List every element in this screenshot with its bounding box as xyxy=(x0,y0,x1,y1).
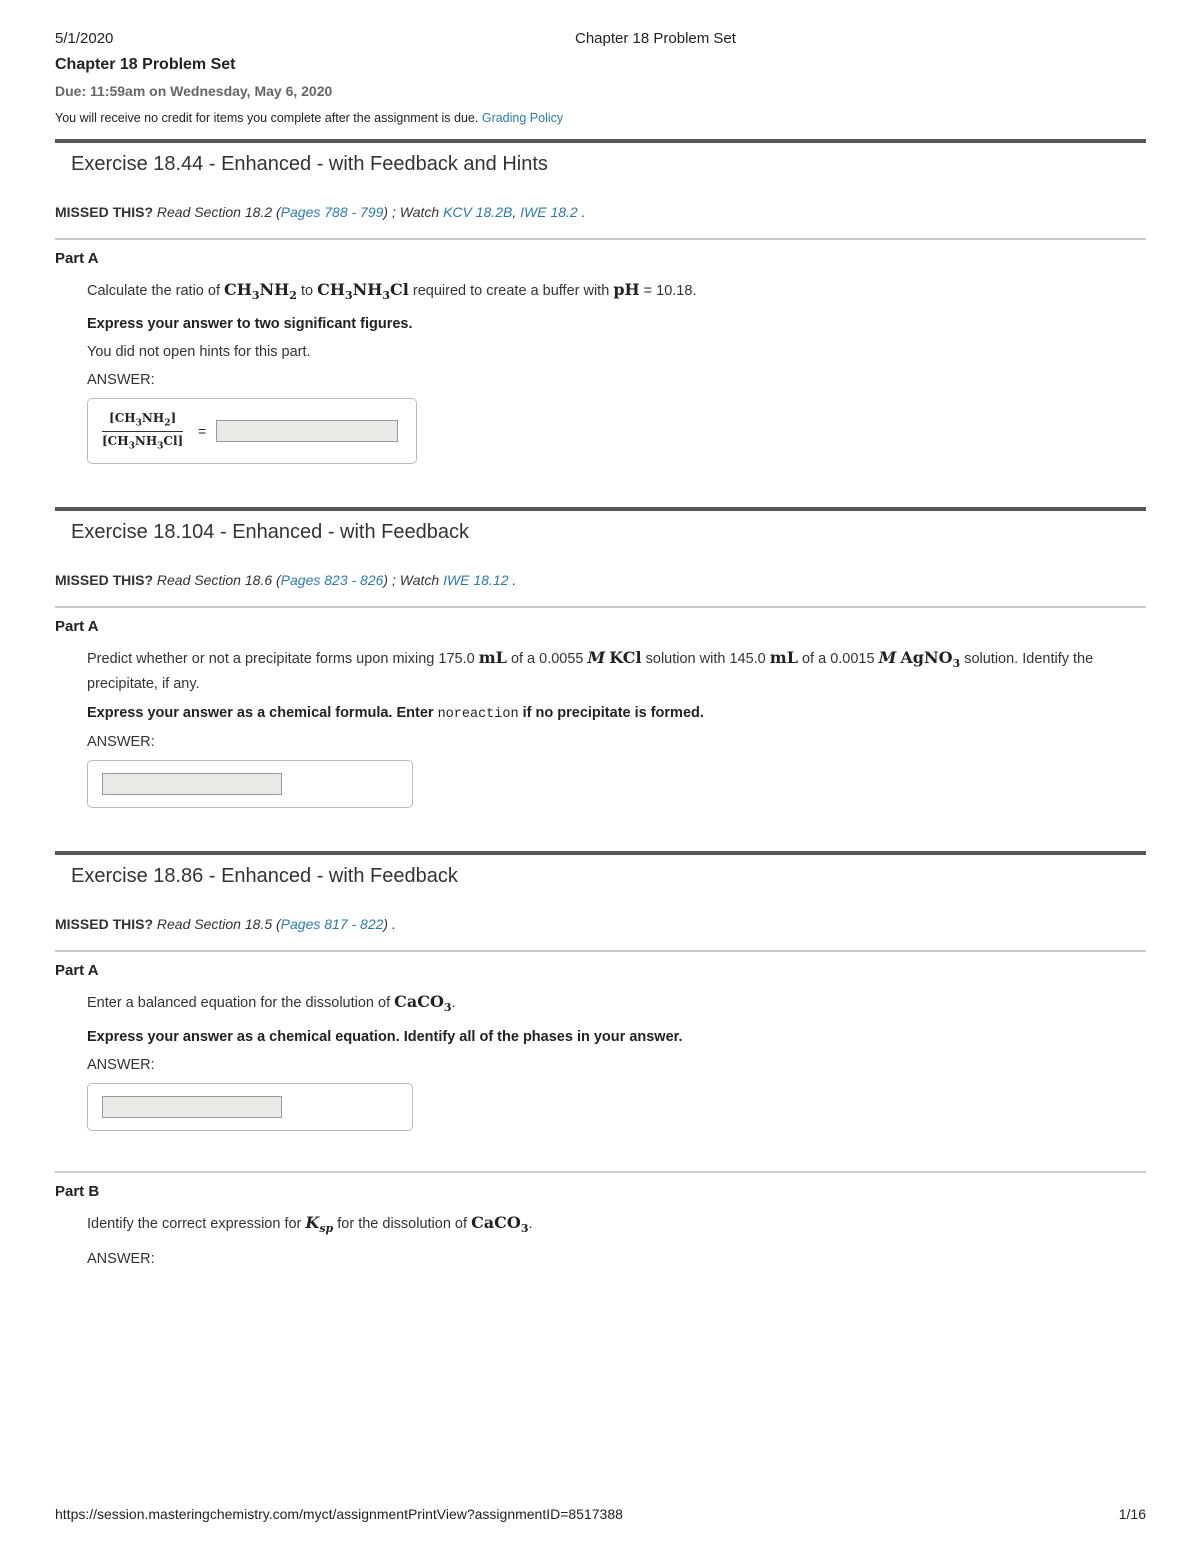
q-to: to xyxy=(300,283,314,299)
page-number: 1/16 xyxy=(1118,1506,1146,1522)
print-title: Chapter 18 Problem Set xyxy=(575,30,736,47)
chem-kcl: KCl xyxy=(609,648,642,668)
missed-watch: ) ; Watch xyxy=(383,204,444,220)
q-text: of a 0.0055 xyxy=(510,651,584,668)
pages-link[interactable]: Pages 823 - 826 xyxy=(280,572,384,589)
question-text xyxy=(87,279,1146,306)
missed-read: Read Section 18.2 ( xyxy=(156,204,281,220)
answer-label: ANSWER: xyxy=(87,1250,155,1267)
pages-link[interactable]: Pages 817 - 822 xyxy=(280,916,384,933)
missed-this xyxy=(55,204,1146,220)
q-text: solution. Identify the precipitate, if any. xyxy=(87,651,1094,693)
part-label: Part A xyxy=(55,250,99,267)
exercise-title: Exercise 18.44 - Enhanced - with Feedback and Hints xyxy=(71,153,548,175)
answer-input[interactable] xyxy=(102,773,282,795)
q-text: for the dissolution of xyxy=(337,1215,468,1232)
missed-end: . xyxy=(508,572,517,589)
q-end: . xyxy=(528,1215,533,1232)
q-text: of a 0.0015 xyxy=(801,651,875,668)
q-end: = 10.18. xyxy=(643,283,697,299)
policy-text: You will receive no credit for items you complete after the assignment is due. xyxy=(55,111,479,125)
part-label: Part A xyxy=(55,618,99,636)
part-label: Part B xyxy=(55,1182,100,1200)
missed-label: MISSED THIS? xyxy=(55,572,154,589)
grading-policy-link[interactable]: Grading Policy xyxy=(481,111,564,125)
assignment-document xyxy=(55,56,1146,1267)
equals-sign: = xyxy=(198,423,207,440)
hint-note: You did not open hints for this part. xyxy=(87,344,311,361)
exercise-divider xyxy=(55,507,1146,511)
video-link[interactable]: KCV 18.2B xyxy=(443,204,513,220)
q-text: Identify the correct expression for xyxy=(87,1215,302,1232)
missed-end: ) . xyxy=(383,916,396,933)
fraction-denominator: $[CH_3NH_3Cl]$ xyxy=(102,433,184,451)
chem-ph: pH xyxy=(613,280,640,299)
chem-methylamine: $CH_3NH_2$ xyxy=(224,280,297,303)
print-date: 5/1/2020 xyxy=(55,30,114,47)
part-divider xyxy=(55,1171,1146,1173)
answer-box xyxy=(87,760,413,808)
missed-read: Read Section 18.5 ( xyxy=(156,916,281,933)
assignment-title: Chapter 18 Problem Set xyxy=(55,56,236,73)
answer-instruction: Express your answer to two significant figures. xyxy=(87,316,413,333)
unit-ml: mL xyxy=(478,648,507,668)
missed-this xyxy=(55,572,1146,588)
grading-policy-notice xyxy=(55,111,1146,125)
q-pre: Calculate the ratio of xyxy=(87,283,220,299)
instr-text: Express your answer as a chemical formula. Enter xyxy=(87,705,434,722)
answer-label: ANSWER: xyxy=(87,734,155,751)
chem-methylammonium-chloride: $CH_3NH_3Cl$ xyxy=(317,280,409,303)
missed-watch: ) ; Watch xyxy=(383,572,444,589)
video-link[interactable]: IWE 18.12 xyxy=(443,572,509,589)
ratio-fraction xyxy=(102,411,183,451)
q-text: Predict whether or not a precipitate forms upon mixing 175.0 xyxy=(87,651,475,668)
question-text xyxy=(87,1212,1146,1239)
chem-caco3: CaCO$_3$ xyxy=(471,1212,529,1235)
q-end: . xyxy=(451,995,456,1012)
page-url: https://session.masteringchemistry.com/myct/assignmentPrintView?assignmentID=8517388 xyxy=(55,1506,623,1522)
missed-end: . xyxy=(577,204,586,220)
exercise-title: Exercise 18.86 - Enhanced - with Feedback xyxy=(71,865,458,888)
exercise-title: Exercise 18.104 - Enhanced - with Feedback xyxy=(71,521,469,544)
chem-ksp: $K_{sp}$ xyxy=(305,1212,334,1235)
exercise-divider xyxy=(55,139,1146,143)
part-label: Part A xyxy=(55,962,99,980)
unit-molar: M xyxy=(878,648,897,668)
fraction-numerator: $[CH_3NH_2]$ xyxy=(102,411,183,431)
answer-instruction: Express your answer as a chemical equation. Identify all of the phases in your answer. xyxy=(87,1028,683,1045)
answer-input[interactable] xyxy=(102,1096,282,1118)
unit-ml: mL xyxy=(769,648,798,668)
part-divider xyxy=(55,238,1146,240)
q-text: solution with 145.0 xyxy=(645,651,766,668)
missed-sep: , xyxy=(512,204,521,220)
chem-caco3: CaCO$_3$ xyxy=(394,992,452,1015)
instr-text: if no precipitate is formed. xyxy=(522,705,704,722)
answer-box xyxy=(87,1083,413,1131)
q-text: Enter a balanced equation for the dissolution of xyxy=(87,995,391,1012)
q-mid: required to create a buffer with xyxy=(412,283,610,299)
answer-input[interactable] xyxy=(216,420,398,442)
due-date: Due: 11:59am on Wednesday, May 6, 2020 xyxy=(55,83,333,99)
answer-box xyxy=(87,398,417,464)
part-divider xyxy=(55,950,1146,952)
video-link[interactable]: IWE 18.2 xyxy=(520,204,578,220)
chem-agno3: AgNO$_3$ xyxy=(900,648,961,671)
missed-label: MISSED THIS? xyxy=(55,916,154,933)
question-text xyxy=(87,647,1146,695)
pages-link[interactable]: Pages 788 - 799 xyxy=(280,204,384,220)
part-divider xyxy=(55,606,1146,608)
answer-label: ANSWER: xyxy=(87,1056,155,1073)
unit-molar: M xyxy=(587,648,606,668)
answer-label: ANSWER: xyxy=(87,372,155,389)
code-noreaction: noreaction xyxy=(437,707,519,723)
answer-instruction xyxy=(87,705,1146,722)
exercise-divider xyxy=(55,851,1146,855)
missed-this xyxy=(55,916,1146,932)
question-text xyxy=(87,991,1146,1018)
missed-label: MISSED THIS? xyxy=(55,204,154,220)
missed-read: Read Section 18.6 ( xyxy=(156,572,281,589)
